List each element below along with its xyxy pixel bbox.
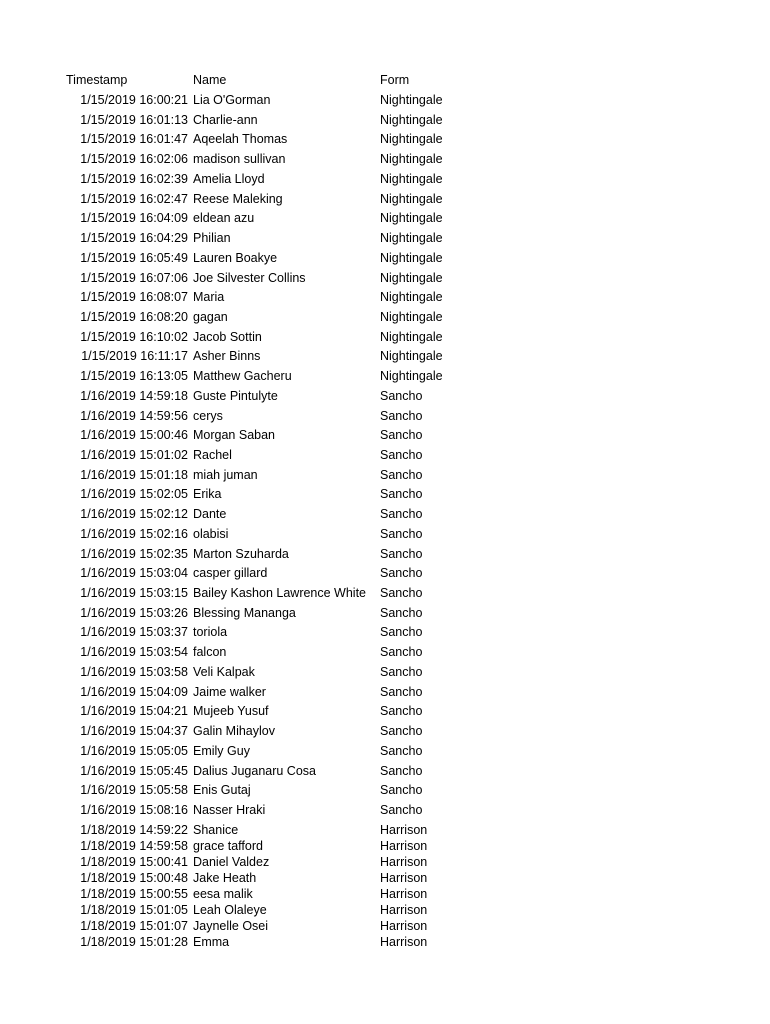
form-cell: Nightingale xyxy=(380,112,443,127)
table-row xyxy=(0,210,770,226)
table-row xyxy=(0,902,770,918)
form-cell: Sancho xyxy=(380,487,423,502)
name-cell: Asher Binns xyxy=(193,349,261,364)
table-row xyxy=(0,822,770,838)
name-cell: Erika xyxy=(193,487,222,502)
timestamp-cell: 1/16/2019 15:03:15 xyxy=(80,586,188,600)
table-row xyxy=(0,782,770,798)
name-cell: falcon xyxy=(193,645,227,660)
name-cell: grace tafford xyxy=(193,839,263,853)
form-cell: Sancho xyxy=(380,783,423,798)
form-cell: Sancho xyxy=(380,704,423,719)
timestamp-cell: 1/15/2019 16:01:13 xyxy=(80,112,188,127)
name-cell: Reese Maleking xyxy=(193,191,283,206)
form-cell: Nightingale xyxy=(380,211,443,226)
table-row xyxy=(0,92,770,108)
timestamp-cell: 1/16/2019 15:05:58 xyxy=(80,783,188,798)
timestamp-cell: 1/18/2019 15:01:05 xyxy=(80,903,188,917)
timestamp-cell: 1/16/2019 15:03:58 xyxy=(80,664,188,679)
timestamp-cell: 1/15/2019 16:13:05 xyxy=(80,369,188,384)
form-cell: Sancho xyxy=(380,802,423,817)
table-row xyxy=(0,565,770,581)
name-cell: Blessing Mananga xyxy=(193,605,296,620)
timestamp-cell: 1/15/2019 16:10:02 xyxy=(80,329,188,344)
table-row xyxy=(0,703,770,719)
timestamp-cell: 1/16/2019 15:03:54 xyxy=(80,645,188,660)
form-cell: Sancho xyxy=(380,467,423,482)
name-cell: Bailey Kashon Lawrence White xyxy=(193,586,367,600)
timestamp-cell: 1/16/2019 15:02:16 xyxy=(80,526,188,541)
form-cell: Sancho xyxy=(380,724,423,738)
form-cell: Sancho xyxy=(380,743,423,758)
table-row xyxy=(0,486,770,502)
form-cell: Nightingale xyxy=(380,231,443,245)
table-row xyxy=(0,802,770,818)
table-row xyxy=(0,934,770,950)
name-cell: eldean azu xyxy=(193,211,255,226)
timestamp-cell: 1/16/2019 15:05:45 xyxy=(80,763,188,778)
name-cell: Jaynelle Osei xyxy=(193,919,269,933)
name-cell: Galin Mihaylov xyxy=(193,724,275,738)
table-row xyxy=(0,605,770,621)
form-cell: Sancho xyxy=(380,763,423,778)
name-cell: Veli Kalpak xyxy=(193,664,255,679)
table-row xyxy=(0,664,770,680)
table-row xyxy=(0,723,770,739)
form-cell: Sancho xyxy=(380,507,423,522)
name-cell: Mujeeb Yusuf xyxy=(193,704,269,719)
form-cell: Harrison xyxy=(380,823,428,837)
name-cell: Emma xyxy=(193,935,230,949)
name-cell: Jacob Sottin xyxy=(193,329,262,344)
timestamp-cell: 1/16/2019 15:08:16 xyxy=(80,802,188,817)
table-row xyxy=(0,870,770,886)
form-cell: Nightingale xyxy=(380,329,443,344)
table-row xyxy=(0,838,770,854)
name-cell: Aqeelah Thomas xyxy=(193,132,288,147)
name-cell: eesa malik xyxy=(193,887,253,901)
timestamp-cell: 1/16/2019 15:05:05 xyxy=(80,743,188,758)
form-cell: Sancho xyxy=(380,586,423,600)
form-cell: Sancho xyxy=(380,388,423,403)
header-name: Name xyxy=(193,73,227,87)
table-row xyxy=(0,250,770,266)
table-row xyxy=(0,329,770,345)
timestamp-cell: 1/16/2019 15:00:46 xyxy=(80,428,188,443)
timestamp-cell: 1/16/2019 15:03:37 xyxy=(80,625,188,640)
table-row xyxy=(0,886,770,902)
header-timestamp: Timestamp xyxy=(66,73,128,87)
timestamp-cell: 1/15/2019 16:08:07 xyxy=(80,290,188,305)
timestamp-cell: 1/15/2019 16:00:21 xyxy=(80,93,188,107)
table-row xyxy=(0,467,770,483)
form-cell: Sancho xyxy=(380,408,423,423)
table-row xyxy=(0,368,770,384)
timestamp-cell: 1/15/2019 16:04:09 xyxy=(80,211,188,226)
form-cell: Harrison xyxy=(380,839,428,853)
name-cell: Marton Szuharda xyxy=(193,546,289,561)
form-cell: Harrison xyxy=(380,887,428,901)
name-cell: Leah Olaleye xyxy=(193,903,267,917)
form-cell: Sancho xyxy=(380,526,423,541)
timestamp-cell: 1/18/2019 15:00:41 xyxy=(80,855,188,869)
table-row xyxy=(0,526,770,542)
name-cell: Jaime walker xyxy=(193,684,266,699)
name-cell: Rachel xyxy=(193,448,232,462)
timestamp-cell: 1/16/2019 15:02:12 xyxy=(80,507,188,522)
name-cell: gagan xyxy=(193,309,228,324)
timestamp-cell: 1/16/2019 15:03:26 xyxy=(80,605,188,620)
timestamp-cell: 1/16/2019 15:02:35 xyxy=(80,546,188,561)
timestamp-cell: 1/18/2019 15:01:28 xyxy=(80,935,188,949)
table-row xyxy=(0,270,770,286)
name-cell: Jake Heath xyxy=(193,871,257,885)
form-cell: Sancho xyxy=(380,448,423,462)
table-row xyxy=(0,131,770,147)
table-row xyxy=(0,684,770,700)
name-cell: Shanice xyxy=(193,823,239,837)
name-cell: casper gillard xyxy=(193,566,268,581)
timestamp-cell: 1/15/2019 16:04:29 xyxy=(80,231,188,245)
form-cell: Sancho xyxy=(380,605,423,620)
table-row xyxy=(0,348,770,364)
name-cell: Nasser Hraki xyxy=(193,802,266,817)
form-cell: Harrison xyxy=(380,919,428,933)
timestamp-cell: 1/18/2019 14:59:58 xyxy=(80,839,188,853)
name-cell: Matthew Gacheru xyxy=(193,369,292,384)
timestamp-cell: 1/16/2019 15:02:05 xyxy=(80,487,188,502)
table-row xyxy=(0,289,770,305)
timestamp-cell: 1/16/2019 15:01:02 xyxy=(80,448,188,462)
name-cell: Guste Pintulyte xyxy=(193,388,278,403)
form-cell: Harrison xyxy=(380,903,428,917)
form-cell: Nightingale xyxy=(380,290,443,305)
name-cell: Morgan Saban xyxy=(193,428,276,443)
table-row xyxy=(0,151,770,167)
timestamp-cell: 1/16/2019 15:04:09 xyxy=(80,684,188,699)
form-cell: Nightingale xyxy=(380,191,443,206)
form-cell: Nightingale xyxy=(380,93,443,107)
name-cell: Daniel Valdez xyxy=(193,855,270,869)
form-cell: Nightingale xyxy=(380,132,443,147)
timestamp-cell: 1/15/2019 16:02:06 xyxy=(80,152,188,167)
name-cell: toriola xyxy=(193,625,228,640)
timestamp-cell: 1/18/2019 15:00:55 xyxy=(80,887,188,901)
form-cell: Sancho xyxy=(380,664,423,679)
timestamp-cell: 1/15/2019 16:02:39 xyxy=(80,171,188,186)
table-row xyxy=(0,506,770,522)
timestamp-cell: 1/16/2019 14:59:56 xyxy=(80,408,188,423)
timestamp-cell: 1/18/2019 14:59:22 xyxy=(80,823,188,837)
table-row xyxy=(0,309,770,325)
table-row xyxy=(0,918,770,934)
form-cell: Sancho xyxy=(380,625,423,640)
form-cell: Nightingale xyxy=(380,270,443,285)
timestamp-cell: 1/15/2019 16:08:20 xyxy=(80,309,188,324)
table-row xyxy=(0,230,770,246)
form-cell: Nightingale xyxy=(380,171,443,186)
timestamp-cell: 1/16/2019 15:03:04 xyxy=(80,566,188,581)
timestamp-cell: 1/16/2019 15:04:37 xyxy=(80,724,188,738)
name-cell: Lauren Boakye xyxy=(193,250,278,265)
table-row xyxy=(0,447,770,463)
timestamp-cell: 1/18/2019 15:01:07 xyxy=(80,919,188,933)
form-cell: Sancho xyxy=(380,566,423,581)
form-cell: Harrison xyxy=(380,935,428,949)
timestamp-cell: 1/15/2019 16:07:06 xyxy=(80,270,188,285)
table-row xyxy=(0,388,770,404)
timestamp-cell: 1/15/2019 16:05:49 xyxy=(80,250,188,265)
table-row xyxy=(0,624,770,640)
name-cell: cerys xyxy=(193,408,223,423)
name-cell: Dante xyxy=(193,507,227,522)
form-cell: Nightingale xyxy=(380,309,443,324)
form-cell: Sancho xyxy=(380,645,423,660)
name-cell: Enis Gutaj xyxy=(193,783,251,798)
form-cell: Nightingale xyxy=(380,152,443,167)
name-cell: Amelia Lloyd xyxy=(193,171,265,186)
form-cell: Harrison xyxy=(380,871,428,885)
timestamp-cell: 1/16/2019 14:59:18 xyxy=(80,388,188,403)
form-cell: Nightingale xyxy=(380,349,443,364)
table-row xyxy=(0,644,770,660)
form-cell: Nightingale xyxy=(380,369,443,384)
name-cell: Dalius Juganaru Cosa xyxy=(193,763,316,778)
table-row xyxy=(0,743,770,759)
form-cell: Sancho xyxy=(380,684,423,699)
table-row xyxy=(0,427,770,443)
timestamp-cell: 1/15/2019 16:01:47 xyxy=(80,132,188,147)
table-row xyxy=(0,112,770,128)
table-row xyxy=(0,408,770,424)
table-row xyxy=(0,191,770,207)
name-cell: Joe Silvester Collins xyxy=(193,270,306,285)
name-cell: Philian xyxy=(193,231,231,245)
table-row xyxy=(0,171,770,187)
form-cell: Sancho xyxy=(380,428,423,443)
table-row xyxy=(0,546,770,562)
name-cell: olabisi xyxy=(193,526,229,541)
form-cell: Nightingale xyxy=(380,250,443,265)
name-cell: miah juman xyxy=(193,467,258,482)
name-cell: madison sullivan xyxy=(193,152,286,167)
name-cell: Charlie-ann xyxy=(193,112,258,127)
timestamp-cell: 1/18/2019 15:00:48 xyxy=(80,871,188,885)
name-cell: Maria xyxy=(193,290,225,305)
table-row xyxy=(0,585,770,601)
table-row xyxy=(0,854,770,870)
name-cell: Lia O'Gorman xyxy=(193,93,271,107)
table-row xyxy=(0,763,770,779)
timestamp-cell: 1/16/2019 15:04:21 xyxy=(80,704,188,719)
timestamp-cell: 1/15/2019 16:02:47 xyxy=(80,191,188,206)
form-cell: Harrison xyxy=(380,855,428,869)
header-form: Form xyxy=(380,73,410,87)
form-cell: Sancho xyxy=(380,546,423,561)
timestamp-cell: 1/16/2019 15:01:18 xyxy=(80,467,188,482)
timestamp-cell: 1/15/2019 16:11:17 xyxy=(81,349,188,364)
name-cell: Emily Guy xyxy=(193,743,250,758)
